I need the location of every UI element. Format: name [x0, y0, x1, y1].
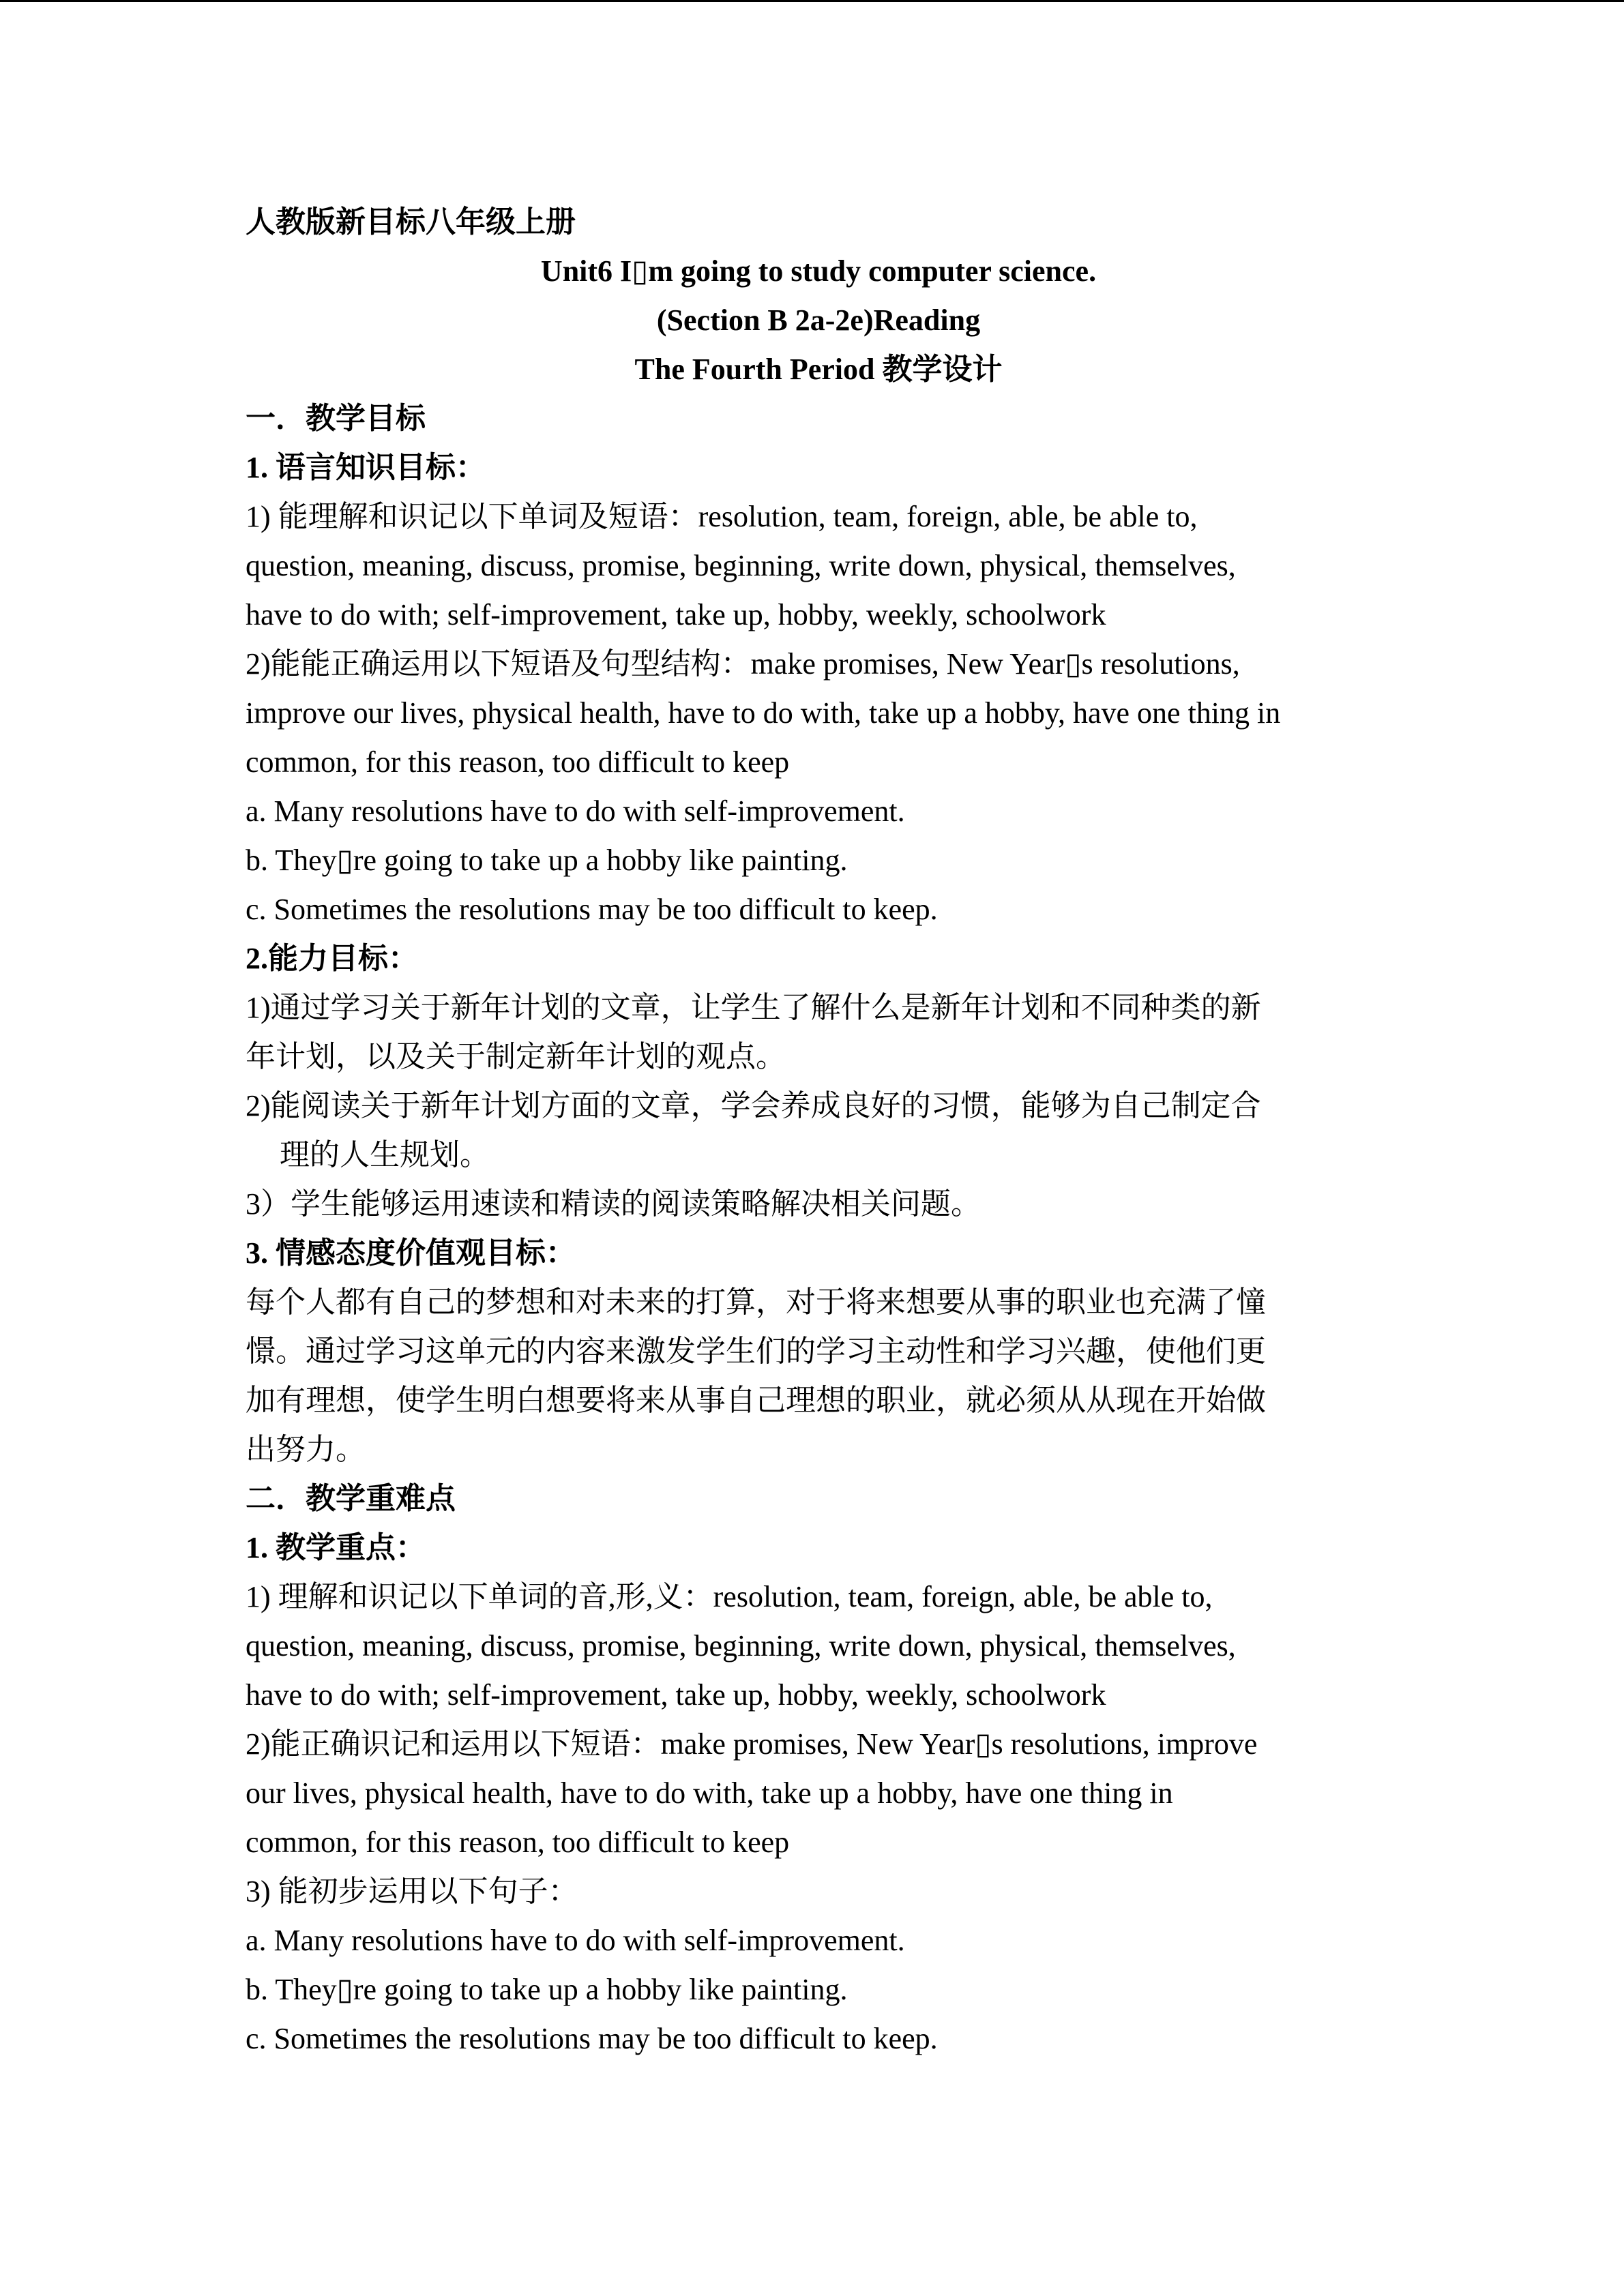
- text-line: 每个人都有自己的梦想和对未来的打算，对于将来想要从事的职业也充满了憧: [246, 1285, 1266, 1319]
- subheading-teaching-focus: 1. 教学重点：: [246, 1531, 426, 1564]
- text-line: 1)通过学习关于新年计划的文章，让学生了解什么是新年计划和不同种类的新: [246, 991, 1261, 1024]
- text-line: 2)能能正确运用以下短语及句型结构：make promises, New Year▯s resolutions,: [246, 647, 1240, 681]
- text-line: 加有理想，使学生明白想要将来从事自己理想的职业，就必须从从现在开始做: [246, 1384, 1266, 1417]
- example-sentence: c. Sometimes the resolutions may be too difficult to keep.: [246, 2022, 938, 2055]
- text-line: have to do with; self-improvement, take up, hobby, weekly, schoolwork: [246, 1678, 1106, 1712]
- text-line: 理的人生规划。: [280, 1138, 490, 1172]
- example-sentence: b. They▯re going to take up a hobby like painting.: [246, 1973, 848, 2006]
- text-line: our lives, physical health, have to do with, take up a hobby, have one thing in: [246, 1776, 1173, 1810]
- text-line: 3) 能初步运用以下句子：: [246, 1875, 578, 1908]
- text-line: 3）学生能够运用速读和精读的阅读策略解决相关问题。: [246, 1187, 981, 1221]
- text-line: 2)能正确识记和运用以下短语：make promises, New Year▯s resolutions, improve: [246, 1727, 1258, 1761]
- text-line: improve our lives, physical health, have to do with, take up a hobby, have one thing in: [246, 696, 1281, 730]
- text-line: question, meaning, discuss, promise, beginning, write down, physical, themselves,: [246, 549, 1236, 582]
- text-line: 1) 理解和识记以下单词的音,形,义：resolution, team, foreign, able, be able to,: [246, 1580, 1213, 1613]
- section-heading-key-points: 二．教学重难点: [246, 1482, 456, 1515]
- text-line: have to do with; self-improvement, take up, hobby, weekly, schoolwork: [246, 598, 1106, 631]
- unit-title: Unit6 I▯m going to study computer science.: [540, 254, 1097, 288]
- example-sentence: b. They▯re going to take up a hobby like painting.: [246, 844, 848, 877]
- subheading-values: 3. 情感态度价值观目标：: [246, 1236, 576, 1270]
- text-line: 憬。通过学习这单元的内容来激发学生们的学习主动性和学习兴趣，使他们更: [246, 1335, 1266, 1368]
- text-line: common, for this reason, too difficult to keep: [246, 1825, 790, 1859]
- document-body: [246, 198, 1391, 2063]
- subheading-language-knowledge: 1. 语言知识目标：: [246, 451, 486, 484]
- section-heading-objectives: 一．教学目标: [246, 402, 426, 435]
- text-line: question, meaning, discuss, promise, beginning, write down, physical, themselves,: [246, 1629, 1236, 1663]
- text-line: 2)能阅读关于新年计划方面的文章，学会养成良好的习惯，能够为自己制定合: [246, 1089, 1261, 1122]
- example-sentence: c. Sometimes the resolutions may be too difficult to keep.: [246, 893, 938, 926]
- text-line: 年计划，以及关于制定新年计划的观点。: [246, 1040, 786, 1073]
- textbook-label: 人教版新目标八年级上册: [246, 205, 576, 239]
- text-line: 1) 能理解和识记以下单词及短语：resolution, team, foreign, able, be able to,: [246, 500, 1198, 533]
- example-sentence: a. Many resolutions have to do with self-improvement.: [246, 794, 905, 828]
- example-sentence: a. Many resolutions have to do with self-improvement.: [246, 1924, 905, 1957]
- section-title: (Section B 2a-2e)Reading: [656, 303, 981, 337]
- period-title: The Fourth Period 教学设计: [634, 353, 1003, 386]
- page-top-border: [0, 0, 1624, 2]
- text-line: common, for this reason, too difficult to keep: [246, 745, 790, 779]
- subheading-ability: 2.能力目标：: [246, 942, 418, 975]
- text-line: 出努力。: [246, 1433, 366, 1466]
